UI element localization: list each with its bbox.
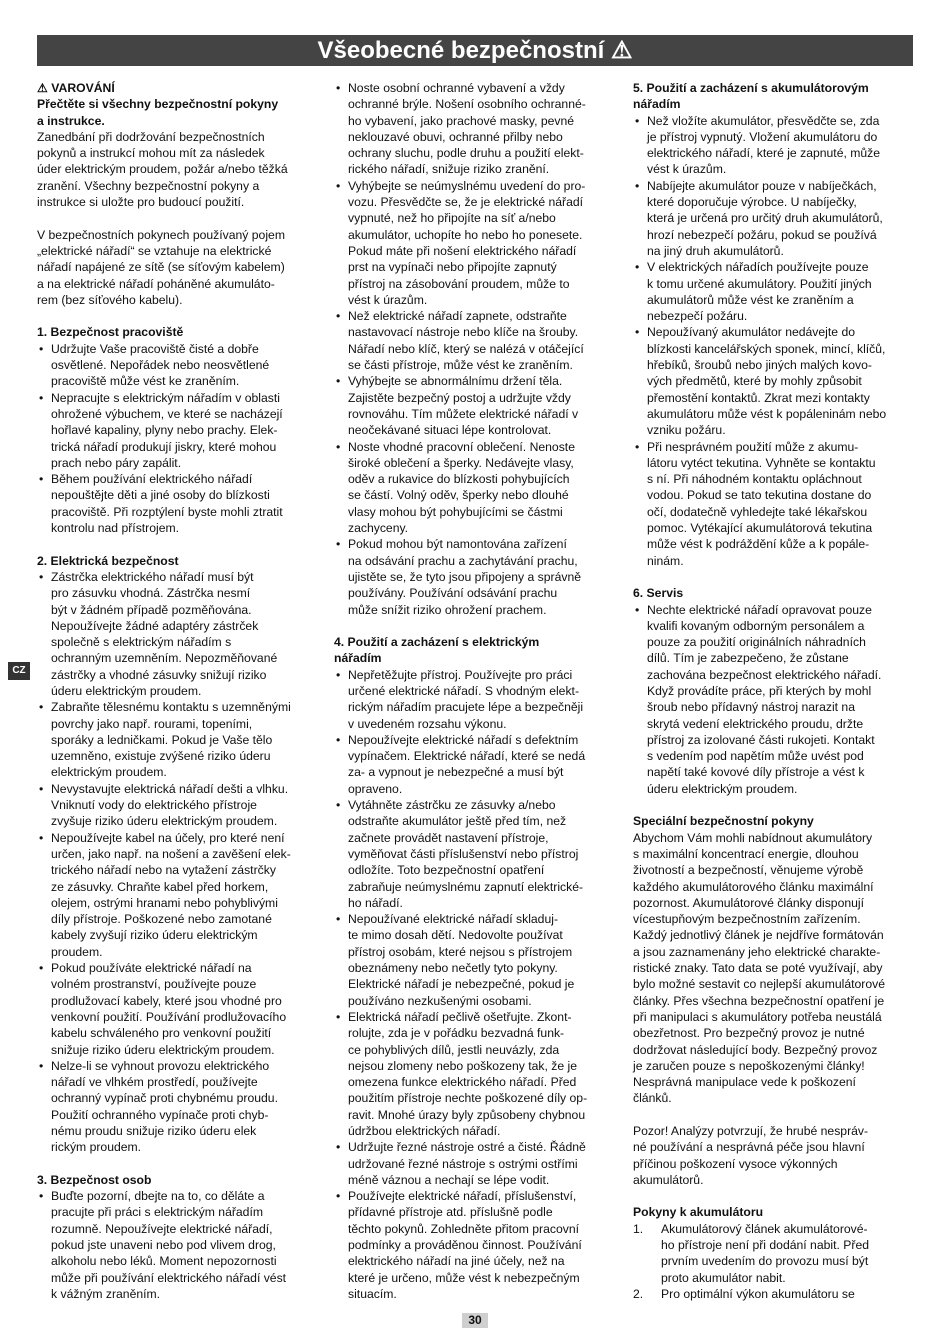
text-line: které je určeno, může vést k nebezpečným [348,1270,580,1285]
text-line: Abychom Vám mohli nabídnout akumulátory [633,830,873,845]
text-line: ho vybavení, jako prachové masky, pevné [348,113,575,128]
text-line: úderu elektrickým proudem. [51,683,202,698]
text-line: trická nářadí produkují jiskry, které mohou [51,439,277,454]
text-line: Elektrické nářadí je nebezpečné, pokud je [348,977,575,992]
text-line: • Zástrčka elektrického nářadí musí být [51,569,254,584]
text-line: ohrožené výbuchem, ve které se nacházejí [51,406,283,421]
text-line: vodou. Pokud se tato tekutina dostane do [647,488,872,503]
text-line: které doporučuje výrobce. U nabíječky, [647,195,857,210]
text-line: • Nevystavujte elektrická nářadí dešti a vlhku. [51,781,289,796]
text-line: prach nebo páry zapálit. [51,455,182,470]
text-line: povrchy jako např. rourami, topeními, [51,716,253,731]
text-line: instrukce si uložte pro budoucí použití. [37,195,245,210]
bullet-item [334,308,616,373]
text-line: Nepoužívejte žádné adaptéry zástrček [51,618,259,633]
text-line: přístroj osobám, které nejsou s přístrojem [348,944,573,959]
bullet-item [37,390,317,471]
text-line: prst na vypínači nebo připojíte zapnutý [348,260,557,275]
text-line: těchto pokynů. Zohledněte přitom pracovní [348,1221,580,1236]
text-line: úder elektrickým proudem, požár a/nebo těžká [37,162,288,177]
bullet-item [334,1139,616,1188]
text-line: situacím. [348,1286,397,1301]
bullet-item [37,569,317,699]
text-line: šroub nebo přídavný nástroj narazit na [647,700,855,715]
text-line: s maximální koncentrací energie, dlouhou [633,846,859,861]
text-line: pro zásuvku vhodná. Zástrčka nesmí [51,586,251,601]
text-line: blízkosti kancelářských sponek, mincí, klíčů, [647,341,886,356]
numbered-item [633,1221,913,1286]
text-line: rolujte, zda je v pořádku bezvadná funk- [348,1026,565,1041]
text-line: • Zabraňte tělesnému kontaktu s uzemněnými [51,700,291,715]
text-line: akumulátor, uchopíte ho nebo ho ponesete. [348,227,583,242]
text-line: za- a vypnout je nebezpečné a musí být [348,765,564,780]
text-line: • Nabíjejte akumulátor pouze v nabíječkách, [647,178,877,193]
item-number: 2. [633,1286,644,1301]
text-line: venkovní použití. Používání prodlužovacího [51,1009,287,1024]
text-line: prvním uvedením do provozu musí být [661,1254,869,1269]
text-line: pracoviště může vést ke zraněním. [51,374,240,389]
page-number: 30 [462,1313,488,1328]
text-line: obezřetnost. Pro bezpečný provoz je nutné [633,1026,865,1041]
language-tab: CZ [8,662,30,680]
text-line: zachována bezpečnost elektrického nářadí. [647,667,882,682]
bullet-item [334,667,616,732]
bullet-item [37,1058,317,1156]
text-line: Pokud máte při nošení elektrického nářadí [348,243,577,258]
text-line: • Vyhýbejte se neúmyslnému uvedení do pro- [348,178,586,193]
bullet-item [633,602,913,798]
text-line: neklouzavé obuvi, ochranné přilby nebo [348,129,563,144]
bullet-item [334,178,616,308]
text-line: společně s elektrickým nářadím s [51,635,232,650]
text-line: díly přístroje. Poškozené nebo zamotané [51,912,272,927]
text-line: s ní. Při náhodném kontaktu opláchnout [647,472,862,487]
text-line: je zaručen pouze s nepoškozenými články! [633,1058,865,1073]
bullet-list [37,569,317,1156]
text-line: příčinou poškození vysoce výkonných [633,1156,838,1171]
section-heading: 1. Bezpečnost pracoviště [37,325,184,340]
text-line: volném prostranství, používejte pouze [51,977,257,992]
text-line: v uvedeném rozsahu výkonu. [348,716,507,731]
text-line: k vážným zraněním. [51,1286,161,1301]
text-line: obeznámeny nebo nečetly tyto pokyny. [348,961,558,976]
text-line: neočekávané situaci lépe kontrolovat. [348,423,552,438]
bullet-item [334,536,616,617]
text-line: rickým nářadím pracujete lépe a bezpečněji [348,700,584,715]
text-line: dílů. Tím je zabezpečeno, že zůstane [647,651,849,666]
bullet-item [633,439,913,569]
text-line: • Noste vhodné pracovní oblečení. Nenoste [348,439,575,454]
text-line: hřebíků, šroubů nebo jiných malých kovo- [647,358,872,373]
text-line: zranění. Všechny bezpečnostní pokyny a [37,178,260,193]
text-line: dodržovat následující body. Bezpečný provoz [633,1042,878,1057]
intro-paragraph [37,227,317,308]
text-line: te mimo dosah dětí. Nedovolte používat [348,928,563,943]
text-line: s vedením pod napětím může uvést pod [647,749,864,764]
bullet-item [633,324,913,438]
section-heading: 2. Elektrická bezpečnost [37,553,179,568]
text-line: ochranný vypínač proti chybnému proudu. [51,1091,278,1106]
text-line: • Pokud mohou být namontována zařízení [348,537,567,552]
text-line: úderu elektrickým proudem. [647,781,798,796]
text-line: elektrického nářadí na jiné účely, než na [348,1254,565,1269]
text-line: očí, dodatečně vyhledejte také lékařskou [647,504,868,519]
text-line: né používání a nesprávná péče jsou hlavní [633,1140,865,1155]
text-line: • Nepracujte s elektrickým nářadím v oblasti [51,390,280,405]
text-line: a jsou zaznamenány jeho elektrické charakte- [633,944,881,959]
text-line: při manipulaci s akumulátory potřeba neustálá [633,1009,882,1024]
text-line: vých předmětů, které by mohly způsobit [647,374,862,389]
text-line: proudem. [51,944,103,959]
text-line: hořlavé kapaliny, plyny nebo prachy. Elek- [51,423,278,438]
text-line: vypínačem. Elektrické nářadí, které se nedá [348,749,586,764]
text-line: omezena funkce elektrického nářadí. Před [348,1075,577,1090]
bullet-item [37,830,317,960]
text-line: údržbou elektrických nářadí. [348,1124,501,1138]
text-line: akumulátoru může vést k popáleninám nebo [647,406,887,421]
numbered-item [633,1286,913,1302]
section-heading: Speciální bezpečnostní pokyny [633,814,814,829]
warning-heading: ⚠ VAROVÁNÍ [37,81,115,95]
text-line: prodlužovací kabely, které jsou vhodné pro [51,993,282,1008]
text-line: Nářadí nebo klíč, který se nalézá v otáčející [348,341,584,356]
text-line: uzemněno, existuje zvýšené riziko úderu [51,749,271,764]
bullet-item [37,699,317,780]
text-line: Když provádíte práce, při kterých by mohl [647,683,872,698]
text-line: opraveno. [348,781,403,796]
text-line: Pro optimální výkon akumulátoru se [661,1286,855,1301]
text-line: k tomu určené akumulátory. Použití jiných [647,276,872,291]
text-line: může při používání elektrického nářadí vést [51,1270,287,1285]
text-line: Každý jednotlivý článek je nejdříve formátován [633,928,884,943]
bullet-list [334,667,616,1303]
text-line: Vniknutí vody do elektrického přístroje [51,798,257,813]
text-line: nému proudu snižuje riziko úderu elek [51,1124,257,1138]
text-line: ristické znaky. Tato data se poté využívají, aby [633,961,883,976]
text-line: osvětlené. Nepořádek nebo neosvětlené [51,358,270,373]
text-line: určen, jako např. na nošení a zavěšení elek- [51,846,291,861]
text-line: • Nepřetěžujte přístroj. Používejte pro práci [348,667,573,682]
text-line: pouze za použití originálních náhradních [647,635,866,650]
text-line: sporáky a ledničkami. Pokud je Vaše tělo [51,732,273,747]
text-line: • Nepoužívejte kabel na účely, pro které není [51,830,285,845]
text-line: vést k úrazům. [647,162,727,177]
text-line: používány. Používání odsávání prachu [348,586,558,601]
text-line: pomoc. Vytékající akumulátorová tekutina [647,521,873,536]
text-line: udržované řezné nástroje s ostrými ostřími [348,1156,578,1171]
text-line: proto akumulátor nabit. [661,1270,786,1285]
section-heading: 4. Použití a zacházení s elektrickým [334,635,540,650]
section-heading: 6. Servis [633,586,684,601]
text-line: kabelu schváleného pro venkovní použití [51,1026,272,1041]
page-title-bar [37,35,913,66]
text-line: zabraňuje neúmyslnému zapnutí elektrické- [348,879,584,894]
text-line: akumulátorů. [633,1172,704,1187]
text-line: používáno nezkušenými osobami. [348,993,532,1008]
bullet-item [633,259,913,324]
text-line: může vést k podráždění kůže a k popále- [647,537,870,552]
text-line: • Udržujte Vaše pracoviště čisté a dobře [51,341,259,356]
text-line: Akumulátorový článek akumulátorové- [661,1221,868,1236]
text-line: • Nechte elektrické nářadí opravovat pouze [647,602,872,617]
text-line: • Během používání elektrického nářadí [51,472,253,487]
intro-paragraph [37,129,317,210]
text-line: bylo možné sestavit co nejlepší akumulátorové [633,977,886,992]
warning-subheading: Přečtěte si všechny bezpečnostní pokyny [37,97,279,112]
text-line: vozu. Přesvědčte se, že je elektrické nářadí [348,195,584,210]
text-line: ce pohyblivých dílů, jestli neuvázly, zda [348,1042,560,1057]
text-line: na odsávání prachu a zachytávání prachu, [348,553,578,568]
text-line: každého akumulátorového článku maximální [633,879,874,894]
text-line: akumulátorů může vést ke zraněním a [647,292,854,307]
text-line: nejsou zlomeny nebo poškozeny tak, že je [348,1058,577,1073]
text-line: se části přístroje, může vést ke zraněním. [348,358,573,373]
item-number: 1. [633,1221,644,1236]
text-line: ninám. [647,553,684,568]
text-line: nepouštějte děti a jiné osoby do blízkosti [51,488,270,503]
section-heading: nářadím [334,651,382,666]
text-line: použitím přístroje nechte poškozené díly op- [348,1091,588,1106]
text-line: rem (bez síťového kabelu). [37,292,183,307]
text-line: článků. [633,1091,672,1106]
column-1 [37,80,317,1302]
bullet-item [334,797,616,911]
text-line: články. Přes všechna bezpečnostní opatření je [633,993,885,1008]
text-line: • Vyhýbejte se abnormálnímu držení těla. [348,374,563,389]
text-line: elektrickým proudem. [51,765,167,780]
text-line: rovnováhu. Tím můžete elektrické nářadí v [348,406,579,421]
text-line: olejem, ostrými hranami nebo pohyblivými [51,895,278,910]
bullet-list [633,113,913,569]
text-line: • Buďte pozorní, dbejte na to, co děláte a [51,1189,265,1204]
text-line: napětí také kovové díly přístroje a vést k [647,765,865,780]
text-line: • Vytáhněte zástrčku ze zásuvky a/nebo [348,798,556,813]
text-line: zvyšuje riziko úderu elektrickým proudem. [51,814,278,829]
bullet-item [633,178,913,259]
text-line: vzniku požáru. [647,423,726,438]
bullet-item [334,1188,616,1302]
text-line: ho přístroje není při dodání nabit. Před [661,1238,869,1253]
text-line: trického nářadí nebo na vytažení zástrčky [51,863,276,878]
text-line: nastavovací nástroje nebo klíče na šrouby. [348,325,579,340]
text-line: která je určená pro určitý druh akumulátorů, [647,211,883,226]
text-line: • Než vložíte akumulátor, přesvědčte se, zda [647,113,880,128]
text-line: ze zásuvky. Chraňte kabel před horkem, [51,879,269,894]
text-line: hrozí nebezpečí požáru, pokud se používá [647,227,877,242]
text-line: • Nelze-li se vyhnout provozu elektrického [51,1058,270,1073]
text-line: ochranným uzemněním. Nepozměňované [51,651,278,666]
text-line: Použití ochranného vypínače proti chyb- [51,1107,269,1122]
text-line: kvalifi kovaným odborným personálem a [647,618,865,633]
bullet-item [633,113,913,178]
bullet-item [37,1188,317,1302]
text-line: na jiný druh akumulátorů. [647,243,784,258]
text-line: rickým proudem. [51,1140,142,1155]
text-line: kabely zvyšují riziko úderu elektrickým [51,928,258,943]
text-line: Nesprávná manipulace vede k poškození [633,1075,856,1090]
text-line: být v žádném případě pozměňována. [51,602,252,617]
text-line: začnete provádět nastavení přístroje, [348,830,549,845]
text-line: vyměňovat části příslušenství nebo přístroj [348,846,579,861]
text-line: „elektrické nářadí“ se vztahuje na elektrické [37,243,272,258]
text-line: rozumně. Nepoužívejte elektrické nářadí, [51,1221,273,1236]
text-line: • Používejte elektrické nářadí, příslušenství, [348,1189,577,1204]
text-line: • Noste osobní ochranné vybavení a vždy [348,81,565,95]
text-line: určené elektrické nářadí. S vhodným elekt- [348,683,579,698]
bullet-item [334,373,616,438]
text-line: nářadí ve vlhkém prostředí, používejte [51,1075,258,1090]
text-line: může snížit riziko ohrožení prachem. [348,602,547,617]
text-line: rického nářadí, snižuje riziko zranění. [348,162,550,177]
text-line: ho nářadí. [348,895,403,910]
text-line: • Nepoužívaný akumulátor nedávejte do [647,325,855,340]
text-line: ujistěte se, že tyto jsou připojeny a správně [348,569,582,584]
text-line: ravit. Mnohé úrazy byly způsobeny chybnou [348,1107,586,1122]
special-paragraph [633,830,913,1107]
text-line: vlasy mohou být pohybujícími se částmi [348,504,563,519]
bullet-list [334,80,616,618]
text-line: látoru vytéct tekutina. Vyhněte se kontaktu [647,455,876,470]
text-line: snižuje riziko úderu elektrickým proudem. [51,1042,275,1057]
text-line: • Pokud používáte elektrické nářadí na [51,961,252,976]
text-line: Zajistěte bezpečný postoj a udržujte vždy [348,390,571,405]
bullet-item [334,439,616,537]
column-2 [334,80,616,1302]
text-line: V bezpečnostních pokynech používaný pojem [37,227,285,242]
text-line: přístroj na zásobování proudem, může to [348,276,570,291]
text-line: zástrčky a vhodné zásuvky snižují riziko [51,667,267,682]
text-line: nářadí napájené ze sítě (se síťovým kabelem) [37,260,285,275]
text-line: vést k úrazům. [348,292,428,307]
text-line: alkoholu nebo léků. Moment nepozornosti [51,1254,277,1269]
text-line: kontrolu nad přístrojem. [51,521,180,536]
text-line: se částí. Volný oděv, šperky nebo dlouhé [348,488,569,503]
text-line: je přístroj vypnutý. Vložení akumulátoru do [647,129,878,144]
text-line: nebezpečí požáru. [647,309,748,324]
text-line: podmínky a prováděnou činnost. Používání [348,1238,582,1253]
text-line: přídavné přístroje atd. příslušně podle [348,1205,553,1220]
text-line: • Při nesprávném použití může z akumu- [647,439,859,454]
text-line: oděv a rukavice do blízkosti pohybujících [348,472,570,487]
text-line: vypnuté, než ho připojíte na síť a/nebo [348,211,556,226]
text-line: • Než elektrické nářadí zapnete, odstraňte [348,309,567,324]
section-heading: nářadím [633,97,681,112]
bullet-item [334,1009,616,1139]
bullet-list [37,341,317,537]
section-heading: 5. Použití a zacházení s akumulátorovým [633,81,869,95]
text-line: zachyceny. [348,521,409,536]
bullet-item [334,732,616,797]
section-heading: 3. Bezpečnost osob [37,1172,152,1187]
bullet-list [37,1188,317,1302]
text-line: pozornost. Akumulátorové články disponují [633,895,865,910]
text-line: pokud jste unaveni nebo pod vlivem drog, [51,1238,276,1253]
bullet-item [37,471,317,536]
text-line: • Udržujte řezné nástroje ostré a čisté. Řádně [348,1140,586,1155]
text-line: a na elektrické nářadí poháněné akumuláto- [37,276,275,291]
bullet-item [37,781,317,830]
text-line: • V elektrických nářadích používejte pouze [647,260,869,275]
text-line: životností a bezpečností, věnujeme výrobě [633,863,864,878]
text-line: pracoviště. Při rozptýlení byste mohli ztratit [51,504,283,519]
text-line: odstraňte akumulátor ještě před tím, než [348,814,567,829]
numbered-list [633,1221,913,1302]
text-line: ochranné brýle. Nošení osobního ochranné- [348,97,586,112]
text-line: • Elektrická nářadí pečlivě ošetřujte. Zkont- [348,1009,572,1024]
text-line: elektrického nářadí, které je zapnuté, může [647,146,881,161]
text-line: přístroj za izolované části rukojeti. Kontakt [647,732,875,747]
text-line: přemostění kontaktů. Zkrat mezi kontakty [647,390,870,405]
caution-paragraph [633,1123,913,1188]
page-title: Všeobecné bezpečnostní ⚠ [317,37,633,64]
bullet-item [37,341,317,390]
text-line: odložíte. Toto bezpečnostní opatření [348,863,545,878]
text-line: široké oblečení a šperky. Nedávejte vlasy, [348,455,574,470]
section-heading: Pokyny k akumulátoru [633,1205,764,1220]
text-line: skrytá vedení elektrického proudu, držte [647,716,864,731]
bullet-item [334,80,616,178]
text-line: méně váznou a nechají se lépe vodit. [348,1172,550,1187]
text-line: • Nepoužívané elektrické nářadí skladuj- [348,912,559,927]
text-line: pracujte při práci s elektrickým nářadím [51,1205,263,1220]
bullet-item [37,960,317,1058]
text-line: • Nepoužívejte elektrické nářadí s defektním [348,732,579,747]
bullet-list [633,602,913,798]
text-line: Pozor! Analýzy potvrzují, že hrubé nespráv- [633,1124,869,1138]
text-line: ochrany sluchu, podle druhu a použití elekt- [348,146,584,161]
text-line: pokynů a instrukcí mohou mít za následek [37,146,265,161]
text-line: vícestupňovým bezpečnostním zařízením. [633,912,861,927]
bullet-item [334,911,616,1009]
text-line: Zanedbání při dodržování bezpečnostních [37,129,265,144]
warning-subheading: a instrukce. [37,113,105,128]
column-3 [633,80,913,1302]
